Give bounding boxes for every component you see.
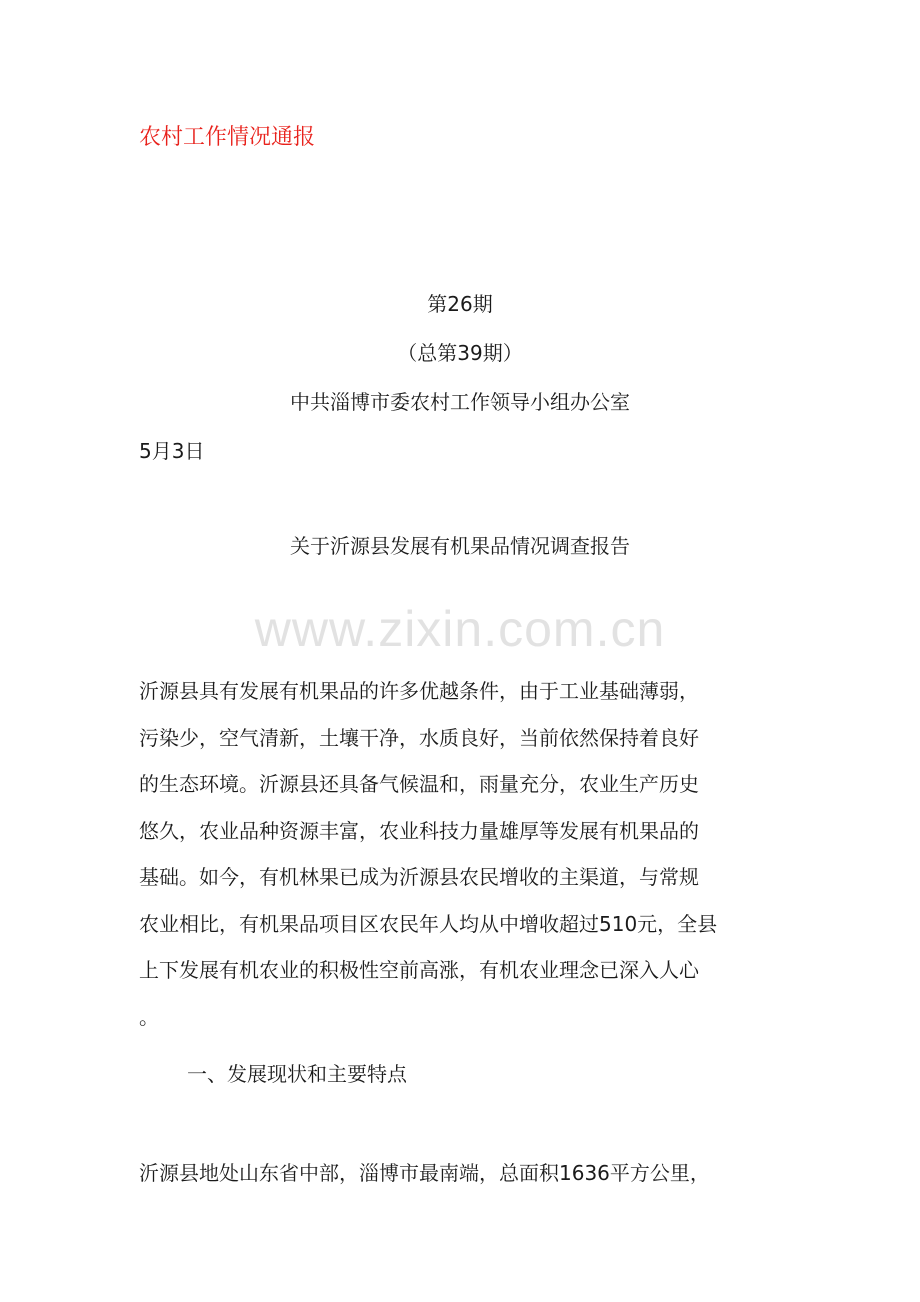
issuing-office: 中共淄博市委农村工作领导小组办公室 [290,390,630,414]
bulletin-title: 农村工作情况通报 [139,125,316,150]
paragraph-line: 的生态环境。沂源县还具备气候温和，雨量充分，农业生产历史 [139,772,699,796]
body-paragraph-1 [139,668,799,1040]
paragraph-line: 。 [139,1004,159,1029]
body-paragraph-2 [139,1150,799,1197]
paragraph-line: 沂源县具有发展有机果品的许多优越条件，由于工业基础薄弱， [139,679,699,703]
watermark: www.zixin.com.cn [254,601,666,657]
paragraph-line: 沂源县地处山东省中部，淄博市最南端，总面积1636平方公里， [139,1161,710,1185]
issue-total-number: （总第39期） [397,341,523,365]
issue-number: 第26期 [427,292,493,316]
section-heading: 一、发展现状和主要特点 [187,1062,407,1086]
paragraph-line: 上下发展有机农业的积极性空前高涨，有机农业理念已深入人心 [139,958,699,982]
issue-date: 5月3日 [139,439,205,463]
paragraph-line: 基础。如今，有机林果已成为沂源县农民增收的主渠道，与常规 [139,865,699,889]
paragraph-line: 污染少，空气清新，土壤干净，水质良好，当前依然保持着良好 [139,725,699,750]
paragraph-line: 悠久，农业品种资源丰富，农业科技力量雄厚等发展有机果品的 [139,818,699,843]
paragraph-line: 农业相比，有机果品项目区农民年人均从中增收超过510元，全县 [139,911,718,936]
report-title: 关于沂源县发展有机果品情况调查报告 [290,534,630,558]
